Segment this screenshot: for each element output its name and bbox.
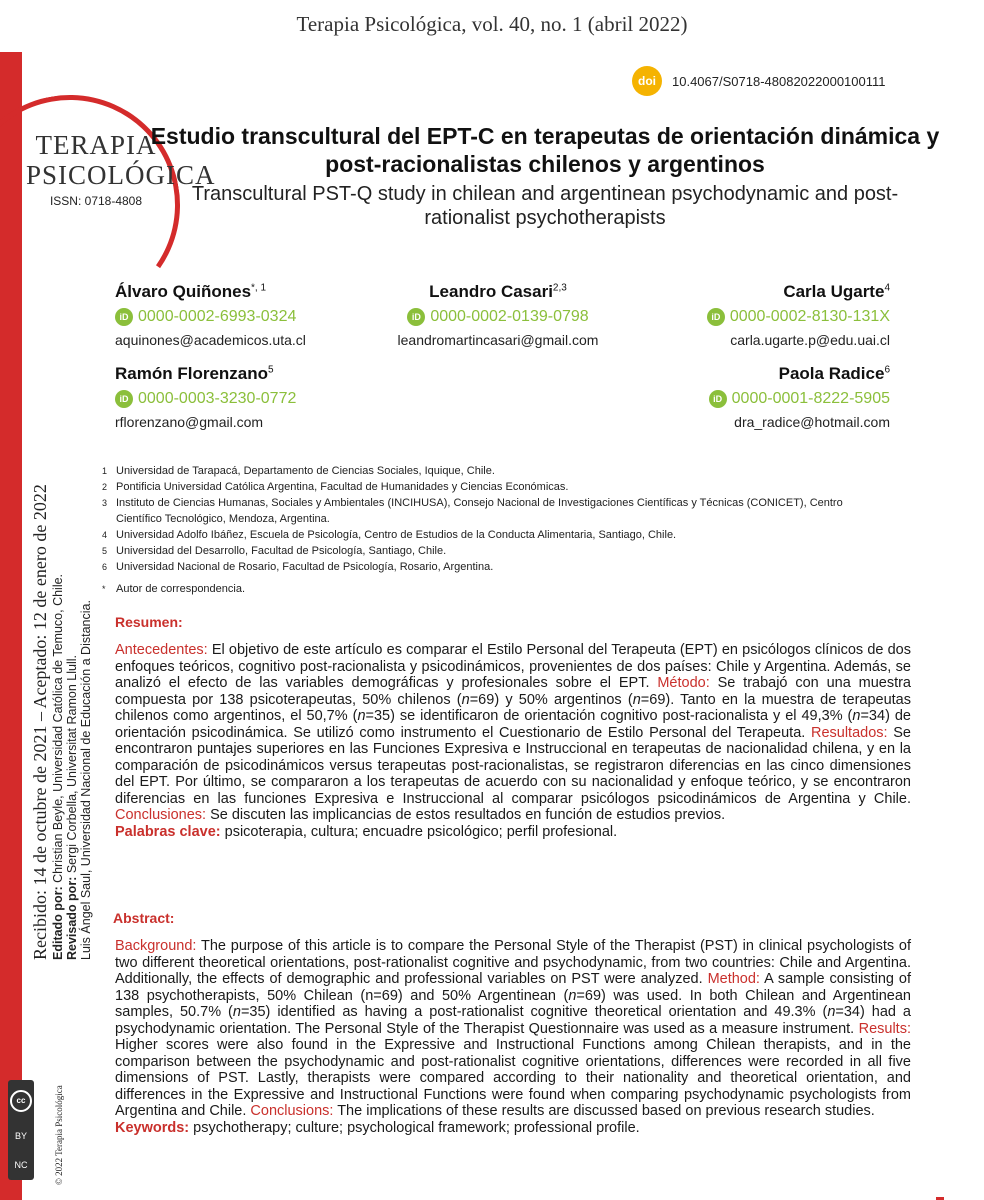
affiliation-item: * Autor de correspondencia. [102,583,246,595]
affiliation-item: 2 Pontificia Universidad Católica Argentina, Facultad de Humanidades y Ciencias Económicas. [102,481,569,493]
author-sup: 5 [268,364,274,376]
received-accepted-dates: Recibido: 14 de octubre de 2021 – Aceptado: 12 de enero de 2022 [30,484,50,960]
author-sup: 6 [884,364,890,376]
orcid-id[interactable]: 0000-0002-6993-0324 [138,308,297,325]
keywords-en: psychotherapy; culture; psychological framework; professional profile. [189,1119,640,1136]
keywords-es: psicoterapia, cultura; encuadre psicológico; perfil profesional. [220,823,618,840]
author-name: Álvaro Quiñones [115,282,252,301]
title-spanish: Estudio transcultural del EPT-C en terapeutas de orientación dinámica y post-racionalistas chilenos y argentinos [150,123,940,177]
author-block [640,364,890,430]
reviewer-2: Luis Ángel Saul, Universidad Nacional de Educación a Distancia. [79,600,93,960]
cc-license-badge[interactable] [8,1080,34,1180]
author-email[interactable]: rflorenzano@gmail.com [115,414,264,430]
label-resultados: Resultados: [810,724,888,741]
author-block [640,282,890,348]
affiliation-item: 5 Universidad del Desarrollo, Facultad de Psicología, Santiago, Chile. [102,545,447,557]
doi-icon: doi [632,66,662,96]
orcid-icon: iD [709,390,727,408]
orcid-icon: iD [115,390,133,408]
author-name: Ramón Florenzano [115,364,269,383]
by-icon: BY [14,1130,27,1141]
resumen-heading: Resumen: [115,614,183,630]
edited-by: Editado por: Christian Beyle, Universidad Católica de Temuco, Chile. [51,573,65,960]
author-sup: 4 [884,282,890,294]
orcid-link[interactable] [378,308,618,326]
cc-icon: cc [10,1090,32,1112]
affiliation-item: 4 Universidad Adolfo Ibáñez, Escuela de Psicología, Centro de Estudios de la Conducta Alimentaria, Santiago, Chile. [102,529,677,541]
affiliation-item: 1 Universidad de Tarapacá, Departamento de Ciencias Sociales, Iquique, Chile. [102,465,495,477]
rotated-sidebar [30,0,93,960]
author-email[interactable]: carla.ugarte.p@edu.uai.cl [730,332,890,348]
orcid-id[interactable]: 0000-0001-8222-5905 [731,390,890,407]
author-email[interactable]: aquinones@academicos.uta.cl [115,332,306,348]
doi-value[interactable]: 10.4067/S0718-48082022000100111 [672,73,886,89]
orcid-link[interactable] [640,390,890,408]
label-method: Method: [707,971,760,987]
author-name: Carla Ugarte [783,282,885,301]
author-sup: 2,3 [552,282,567,294]
label-background: Background: [115,938,197,954]
author-block [378,282,618,348]
doi-link[interactable] [632,66,886,96]
label-conclusiones: Conclusiones: [115,807,207,823]
label-metodo: Método: [657,675,710,691]
nc-icon: NC [14,1160,28,1171]
abstract-body: Background: The purpose of this article is to compare the Personal Style of the Therapist (PST) in clinical psychologists of two different theoretical orientations, post-rationalist cognitive and psychodynamic, from two countries: Chile and Argentina. Additionally, the effects of demographic and professional variables on PST were analyzed. Method: A sample consisting of 138 psychotherapists, 50% Chilean (n=69) and 50% Argentinean (n=69) was used. In both Chilean and Argentinean samples, 50.7% (n=35) identified as having a post-rationalist cognitive theoretical orientation and 49.3% (n=34) had a psychodynamic orientation. The Personal Style of the Therapist Questionnaire was used as a measure instrument. Results: Higher scores were also found in the Expressive and Instructional Functions among Chilean therapists, and in the comparison between the psychodynamic and post-rationalist cognitive orientations, differences were recorded in all five dimensions of PST. Lastly, therapists were compared according to their nationality and theoretical orientation, and differences in the Expressive and Instructional Functions were found when comparing psychodynamic psychologists from Argentina and Chile. Conclusions: The implications of these results are discussed based on previous research studies. Keywords: psychotherapy; culture; psychological framework; professional profile. [115,938,911,1136]
orcid-link[interactable] [115,390,296,408]
author-block [115,364,296,430]
keywords-label-en: Keywords: [115,1119,190,1136]
orcid-icon: iD [115,308,133,326]
author-sup: *, 1 [251,282,267,294]
affiliation-item: 3 Instituto de Ciencias Humanas, Sociales y Ambientales (INCIHUSA), Consejo Nacional de Investigaciones Científicas y Técnicas (CONICET), Centro Científico Tecnológico, Mendoza, Argentina. [102,497,843,525]
orcid-id[interactable]: 0000-0002-0139-0798 [430,308,589,325]
logo-line2: PSICOLÓGICA [26,160,216,190]
author-email[interactable]: dra_radice@hotmail.com [734,414,890,430]
affiliation-item: 6 Universidad Nacional de Rosario, Facultad de Psicología, Rosario, Argentina. [102,561,494,573]
logo-issn: ISSN: 0718-4808 [49,194,143,208]
logo-line1: TERAPIA [35,130,157,160]
author-name: Paola Radice [778,364,885,383]
orcid-icon: iD [707,308,725,326]
label-results: Results: [858,1020,911,1037]
reviewed-by: Revisado por: Sergi Corbella, Universitat Ramon Llull. [65,655,79,960]
author-email[interactable]: leandromartincasari@gmail.com [397,332,599,348]
orcid-id[interactable]: 0000-0002-8130-131X [729,308,890,325]
copyright: © 2022 Terapia Psicológica [54,1085,64,1185]
author-block [115,282,306,348]
journal-header: Terapia Psicológica, vol. 40, no. 1 (abril 2022) [296,12,688,36]
keywords-label-es: Palabras clave: [115,823,221,840]
abstract-heading: Abstract: [113,910,175,926]
author-name: Leandro Casari [429,282,553,301]
title-english: Transcultural PST-Q study in chilean and argentinean psychodynamic and post-rationalist psychotherapists [191,183,899,229]
resumen-body: Antecedentes: El objetivo de este artículo es comparar el Estilo Personal del Terapeuta (EPT) en psicólogos clínicos de dos enfoques teóricos, cognitivo post-racionalista y psicodinámicos, provenientes de dos países: Chile y Argentina. Además, se analizó el efecto de las variables demográficas y profesionales sobre el EPT. Método: Se trabajó con una muestra compuesta por 138 psicoterapeutas, 50% chilenos (n=69) y 50% argentinos (n=69). Tanto en la muestra de terapeutas chilenos como argentinos, el 50,7% (n=35) se identificaron de orientación cognitivo post-racionalista y el 49,3% (n=34) de orientación psicodinámica. Se utilizó como instrumento el Cuestionario de Estilo Personal del Terapeuta. Resultados: Se encontraron puntajes superiores en las Funciones Expresiva e Instruccional en terapeutas de nacionalidad chilena, y en la comparación de psicodinámicos versus terapeutas post-racionalistas, se registraron diferencias en las cinco dimensiones del EPT. Por último, se compararon a los terapeutas de acuerdo con su nacionalidad y enfoque teórico, y se encontraron diferencias en las funciones Expresiva e Instruccional al comparar psicólogos psicodinámicos de Argentina y Chile. Conclusiones: Se discuten las implicancias de estos resultados en función de estudios previos. Palabras clave: psicoterapia, cultura; encuadre psicológico; perfil profesional. [115,642,911,840]
orcid-link[interactable] [640,308,890,326]
orcid-icon: iD [407,308,425,326]
orcid-id[interactable]: 0000-0003-3230-0772 [138,390,297,407]
orcid-link[interactable] [115,308,306,326]
label-antecedentes: Antecedentes: [115,642,208,658]
affiliations [102,463,882,597]
label-conclusions: Conclusions: [250,1103,334,1119]
